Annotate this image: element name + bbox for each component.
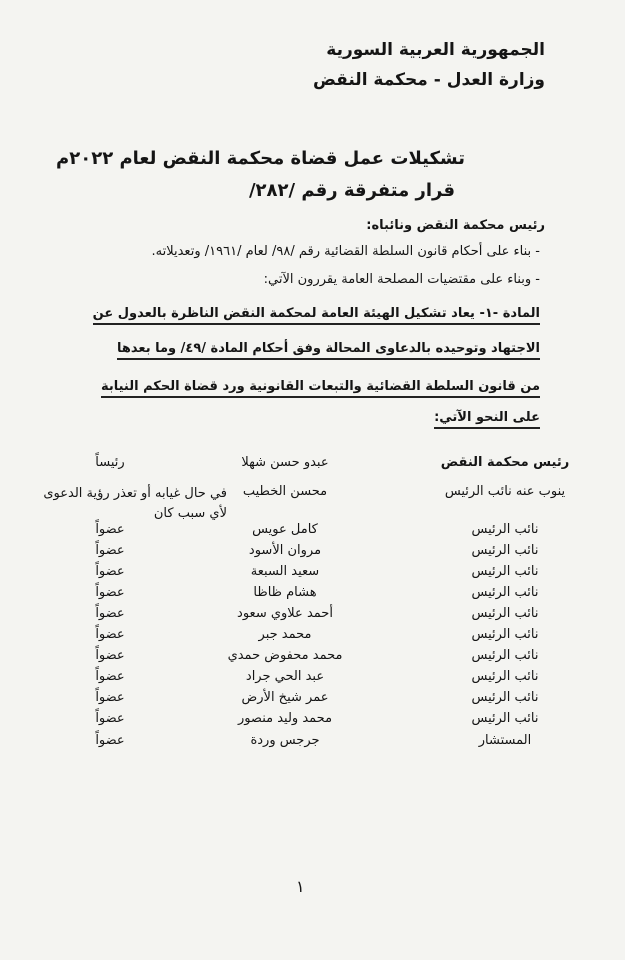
- roster-role: عضواً: [95, 669, 125, 684]
- roster-role: عضواً: [95, 711, 125, 726]
- article-line-3: من قانون السلطة القضائية والتبعات القانونية ورد قضاة الحكم النيابة: [101, 379, 540, 398]
- roster-position: نائب الرئيس: [471, 627, 539, 642]
- roster-name: هشام ظاظا: [253, 585, 317, 600]
- roster-role: عضواً: [95, 733, 125, 748]
- roster-position: نائب الرئيس: [471, 690, 539, 705]
- roster-position: ينوب عنه نائب الرئيس: [444, 484, 566, 499]
- roster-position: نائب الرئيس: [471, 648, 539, 663]
- article-line-1: المادة -١- يعاد تشكيل الهيئة العامة لمحكمة النقض الناظرة بالعدول عن: [93, 306, 540, 325]
- roster-role: عضواً: [95, 543, 125, 558]
- roster-name: جرجس وردة: [250, 733, 320, 748]
- roster-role: عضواً: [95, 648, 125, 663]
- article-line-4: على النحو الآتي:: [434, 410, 540, 429]
- roster-role: عضواً: [95, 627, 125, 642]
- header-ministry: وزارة العدل - محكمة النقض: [312, 70, 545, 90]
- roster-name: محمد جبر: [258, 627, 312, 642]
- roster-position: نائب الرئيس: [471, 711, 539, 726]
- header-republic: الجمهورية العربية السورية: [326, 40, 545, 60]
- preamble-basis-1: - بناء على أحكام قانون السلطة القضائية رقم /٩٨/ لعام /١٩٦١/ وتعديلاته.: [151, 244, 540, 259]
- roster-role: عضواً: [95, 585, 125, 600]
- roster-position: رئيس محكمة النقض: [440, 455, 570, 470]
- roster-position: نائب الرئيس: [471, 606, 539, 621]
- article-line-2: الاجتهاد وتوحيده بالدعاوى المحالة وفق أحكام المادة /٤٩/ وما بعدها: [117, 341, 540, 360]
- table-row: [0, 669, 625, 689]
- roster-position: نائب الرئيس: [471, 564, 539, 579]
- table-row: [0, 585, 625, 605]
- table-row: [0, 648, 625, 668]
- table-row: [0, 733, 625, 753]
- roster-role: عضواً: [95, 606, 125, 621]
- roster-position: نائب الرئيس: [471, 522, 539, 537]
- deputy-note: في حال غيابه أو تعذر رؤية الدعوى لأي سبب كان: [43, 486, 227, 521]
- roster-name: محمد محفوض حمدي: [227, 648, 343, 663]
- roster-name: مروان الأسود: [248, 543, 322, 558]
- roster-role: عضواً: [95, 564, 125, 579]
- table-row: [0, 543, 625, 563]
- table-row: [0, 627, 625, 647]
- table-row: [0, 690, 625, 710]
- table-row: [0, 455, 625, 475]
- roster-name: كامل عويس: [252, 522, 318, 537]
- roster-position: المستشار: [478, 733, 532, 748]
- table-row: [0, 522, 625, 542]
- roster-name: عمر شيخ الأرض: [241, 690, 329, 705]
- roster-name: عبدو حسن شهلا: [241, 455, 329, 470]
- preamble-basis-2: - وبناء على مقتضيات المصلحة العامة يقررون الآتي:: [263, 272, 540, 287]
- table-row: [0, 606, 625, 626]
- roster-name: محمد وليد منصور: [237, 711, 333, 726]
- roster-name: أحمد علاوي سعود: [237, 606, 333, 621]
- roster-name: سعيد السبعة: [250, 564, 320, 579]
- table-row: [0, 711, 625, 731]
- roster-role: عضواً: [95, 522, 125, 537]
- table-row: [0, 564, 625, 584]
- decision-number: قرار متفرقة رقم /٢٨٢/: [248, 180, 455, 201]
- roster-position: نائب الرئيس: [471, 543, 539, 558]
- preamble-intro: رئيس محكمة النقض ونائباه:: [366, 218, 545, 233]
- roster-role: رئيساً: [95, 455, 125, 470]
- roster-name: عبد الحي جراد: [245, 669, 325, 684]
- roster-position: نائب الرئيس: [471, 585, 539, 600]
- roster-name: محسن الخطيب: [242, 484, 328, 499]
- document-title: تشكيلات عمل قضاة محكمة النقض لعام ٢٠٢٢م: [56, 148, 465, 169]
- roster-position: نائب الرئيس: [471, 669, 539, 684]
- page-number: ١: [296, 877, 305, 896]
- roster-role: عضواً: [95, 690, 125, 705]
